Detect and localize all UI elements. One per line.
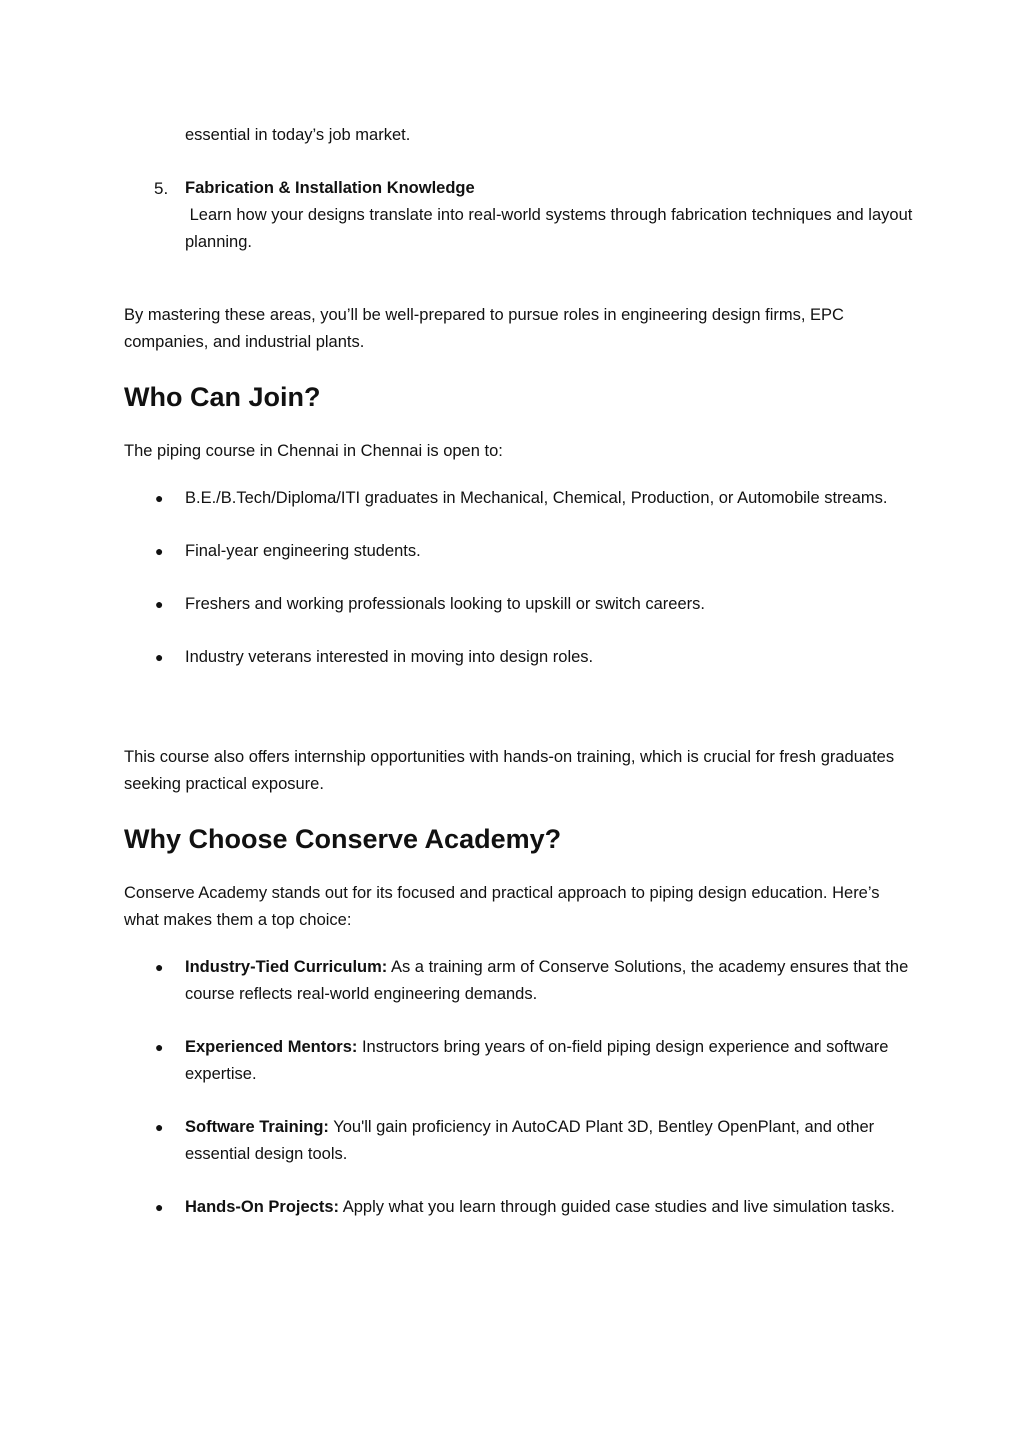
bullet-icon: ●: [155, 490, 164, 506]
continuation-text: essential in today’s job market.: [185, 126, 411, 144]
list-item-description: Learn how your designs translate into real-world systems through fabrication techniques and layout planning.: [185, 206, 917, 251]
bullet-icon: ●: [155, 1039, 164, 1055]
heading-who-can-join: Who Can Join?: [124, 382, 321, 412]
list-item: [124, 538, 914, 565]
heading-why-choose: Why Choose Conserve Academy?: [124, 824, 562, 854]
list-item-text: Freshers and working professionals looking to upskill or switch careers.: [185, 595, 705, 613]
list-item: [124, 954, 914, 1008]
list-number: 5.: [154, 179, 169, 198]
why-choose-intro: Conserve Academy stands out for its focused and practical approach to piping design education. Here’s what makes them a top choice:: [124, 884, 880, 929]
list-item-text: Instructors bring years of on-field piping design experience and software expertise.: [185, 1038, 889, 1083]
bullet-icon: ●: [155, 959, 164, 975]
list-item: [124, 1114, 914, 1168]
numbered-list-item: [124, 175, 917, 256]
bullet-icon: ●: [155, 543, 164, 559]
bullet-icon: ●: [155, 649, 164, 665]
why-choose-list: [124, 954, 914, 1221]
who-can-join-list: [124, 485, 914, 671]
list-item-text: As a training arm of Conserve Solutions, the academy ensures that the course reflects real-world engineering demands.: [185, 958, 909, 1003]
list-item: [124, 591, 914, 618]
list-item-text: You'll gain proficiency in AutoCAD Plant 3D, Bentley OpenPlant, and other essential design tools.: [185, 1118, 875, 1163]
list-item-text: B.E./B.Tech/Diploma/ITI graduates in Mechanical, Chemical, Production, or Automobile streams.: [185, 489, 888, 507]
list-item: [124, 644, 914, 671]
mastering-paragraph: By mastering these areas, you’ll be well-prepared to pursue roles in engineering design firms, EPC companies, and industrial plants.: [124, 306, 844, 351]
bullet-icon: ●: [155, 1199, 164, 1215]
list-item-label: Experienced Mentors:: [185, 1038, 358, 1056]
list-item: [124, 1194, 914, 1221]
list-item: [124, 485, 914, 512]
list-item-label: Software Training:: [185, 1118, 329, 1136]
list-item-text: Industry veterans interested in moving into design roles.: [185, 648, 594, 666]
who-can-join-intro: The piping course in Chennai in Chennai is open to:: [124, 442, 503, 460]
list-item-label: Hands-On Projects:: [185, 1198, 340, 1216]
bullet-icon: ●: [155, 596, 164, 612]
list-item-title: Fabrication & Installation Knowledge: [185, 179, 475, 197]
bullet-icon: ●: [155, 1119, 164, 1135]
list-item-label: Industry-Tied Curriculum:: [185, 958, 388, 976]
list-item: [124, 1034, 914, 1088]
list-item-text: Apply what you learn through guided case studies and live simulation tasks.: [339, 1198, 895, 1216]
internship-paragraph: This course also offers internship opportunities with hands-on training, which is crucial for fresh graduates seeking practical exposure.: [124, 748, 895, 793]
list-item-text: Final-year engineering students.: [185, 542, 421, 560]
